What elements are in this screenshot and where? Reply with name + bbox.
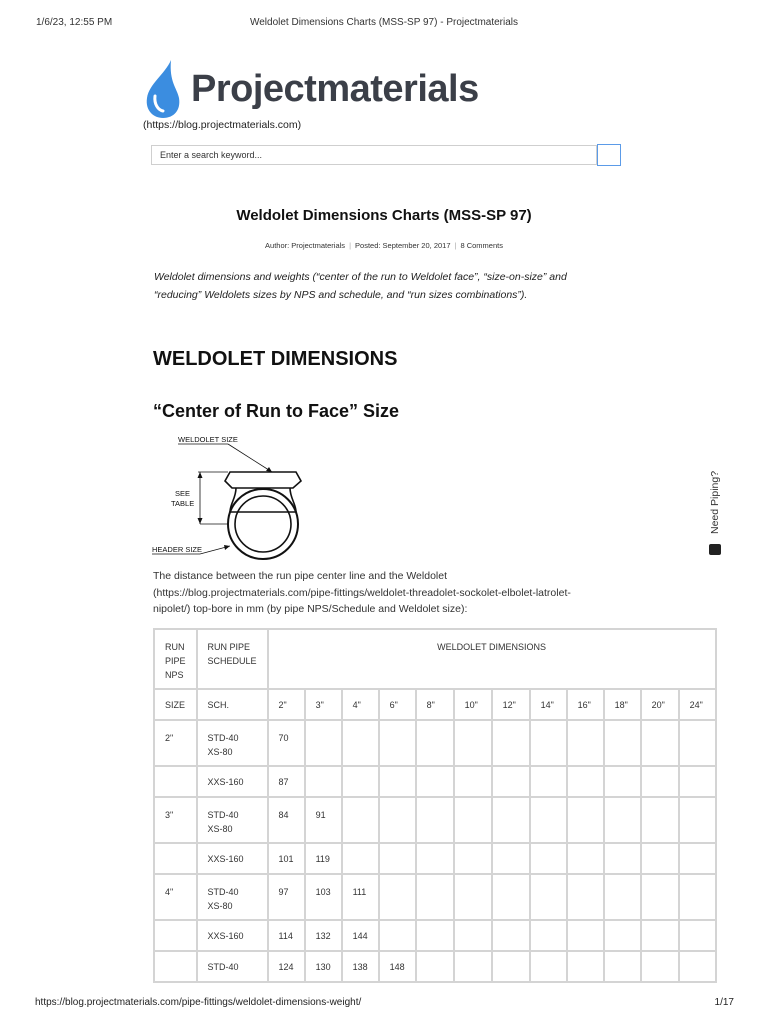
search-input[interactable] bbox=[151, 145, 597, 165]
dimension-cell bbox=[305, 720, 342, 766]
post-date: Posted: September 20, 2017 bbox=[355, 241, 451, 250]
meta-divider: | bbox=[454, 241, 457, 250]
dimension-cell bbox=[641, 797, 679, 843]
dimension-cell bbox=[416, 720, 454, 766]
size-header-cell: 4" bbox=[342, 689, 379, 720]
dimension-cell bbox=[679, 920, 716, 951]
table-row bbox=[154, 766, 716, 797]
dimension-cell: 144 bbox=[342, 920, 379, 951]
weldolet-dimensions-table bbox=[153, 628, 717, 983]
post-comments-link[interactable]: 8 Comments bbox=[460, 241, 503, 250]
dimension-cell bbox=[530, 843, 567, 874]
site-url[interactable]: (https://blog.projectmaterials.com) bbox=[143, 119, 302, 131]
print-date: 1/6/23, 12:55 PM bbox=[36, 17, 113, 28]
header-cell: SIZE bbox=[154, 689, 197, 720]
dimension-cell bbox=[379, 920, 416, 951]
need-piping-label: Need Piping? bbox=[709, 470, 721, 534]
dimension-cell bbox=[679, 720, 716, 766]
dimension-cell bbox=[454, 720, 492, 766]
dimension-cell bbox=[416, 920, 454, 951]
run-size-cell: 3" bbox=[154, 797, 197, 843]
size-header-cell: 14" bbox=[530, 689, 567, 720]
header-cell bbox=[197, 629, 268, 689]
dimension-cell bbox=[604, 843, 641, 874]
need-piping-widget[interactable] bbox=[700, 466, 728, 558]
dimension-cell bbox=[679, 874, 716, 920]
table-row bbox=[154, 720, 716, 766]
dimension-cell bbox=[530, 951, 567, 982]
run-size-cell bbox=[154, 766, 197, 797]
header-cell: SCH. bbox=[197, 689, 268, 720]
header-text: NPS bbox=[165, 670, 184, 680]
dimension-cell: 111 bbox=[342, 874, 379, 920]
print-url: https://blog.projectmaterials.com/pipe-fittings/weldolet-dimensions-weight/ bbox=[35, 997, 362, 1008]
post-author[interactable]: Author: Projectmaterials bbox=[265, 241, 346, 250]
intro-line: Weldolet dimensions and weights (“center of the run to Weldolet face”, “size-on-size” and bbox=[154, 271, 567, 283]
header-text: RUN PIPE bbox=[207, 642, 251, 652]
dimension-cell bbox=[641, 720, 679, 766]
run-size-cell bbox=[154, 843, 197, 874]
header-text: SCHEDULE bbox=[207, 656, 257, 666]
print-page-title: Weldolet Dimensions Charts (MSS-SP 97) - Projectmaterials bbox=[249, 17, 519, 28]
dimension-cell bbox=[679, 843, 716, 874]
desc-link[interactable]: (https://blog.projectmaterials.com/pipe-fittings/weldolet-threadolet-sockolet-elbolet-latrolet- bbox=[153, 586, 571, 599]
size-header-cell: 2" bbox=[268, 689, 305, 720]
dimension-cell bbox=[342, 797, 379, 843]
table-row bbox=[154, 797, 716, 843]
dimension-cell bbox=[604, 874, 641, 920]
dimension-cell bbox=[492, 874, 530, 920]
chat-icon bbox=[709, 544, 721, 555]
dimension-cell: 103 bbox=[305, 874, 342, 920]
section-description bbox=[153, 568, 623, 618]
size-header-cell: 18" bbox=[604, 689, 641, 720]
dimension-cell bbox=[530, 797, 567, 843]
dimension-cell: 130 bbox=[305, 951, 342, 982]
dimension-cell: 148 bbox=[379, 951, 416, 982]
dimension-cell bbox=[454, 766, 492, 797]
dimension-cell bbox=[379, 720, 416, 766]
dimension-cell: 114 bbox=[268, 920, 305, 951]
dimension-cell bbox=[530, 720, 567, 766]
table-row bbox=[154, 920, 716, 951]
header-text: RUN bbox=[165, 642, 185, 652]
dimension-cell: 84 bbox=[268, 797, 305, 843]
dimension-cell bbox=[492, 920, 530, 951]
dimension-cell bbox=[604, 797, 641, 843]
schedule-text: XXS-160 bbox=[207, 776, 244, 787]
schedule-text: XS-80 bbox=[207, 747, 233, 757]
section-subheading: “Center of Run to Face” Size bbox=[153, 401, 400, 421]
dimension-cell bbox=[641, 874, 679, 920]
dimension-cell bbox=[342, 766, 379, 797]
dimension-cell: 87 bbox=[268, 766, 305, 797]
table-row bbox=[154, 951, 716, 982]
site-logo[interactable] bbox=[141, 58, 481, 120]
schedule-cell bbox=[197, 797, 268, 843]
size-header-cell: 16" bbox=[567, 689, 604, 720]
schedule-text: STD-40 bbox=[207, 733, 239, 743]
desc-line: nipolet/) top-bore in mm (by pipe NPS/Schedule and Weldolet size): bbox=[153, 603, 468, 615]
search-button[interactable] bbox=[597, 144, 621, 166]
dimension-cell bbox=[567, 874, 604, 920]
table-subheader-row bbox=[154, 689, 716, 720]
size-header-cell: 8" bbox=[416, 689, 454, 720]
dimension-cell bbox=[454, 843, 492, 874]
dimension-cell bbox=[679, 766, 716, 797]
schedule-text: XS-80 bbox=[207, 824, 233, 834]
print-header bbox=[0, 17, 768, 31]
dimension-cell bbox=[567, 797, 604, 843]
section-heading: WELDOLET DIMENSIONS bbox=[153, 348, 398, 370]
dimension-cell bbox=[679, 951, 716, 982]
dimension-cell bbox=[416, 951, 454, 982]
schedule-cell bbox=[197, 720, 268, 766]
dimension-cell bbox=[416, 843, 454, 874]
dimension-cell bbox=[530, 766, 567, 797]
dimension-cell bbox=[454, 920, 492, 951]
run-size-cell bbox=[154, 951, 197, 982]
header-text: PIPE bbox=[165, 656, 186, 666]
dimension-cell bbox=[530, 920, 567, 951]
dimension-cell: 97 bbox=[268, 874, 305, 920]
diagram-label-header-size: HEADER SIZE bbox=[152, 545, 203, 554]
dimension-cell bbox=[530, 874, 567, 920]
dimension-cell bbox=[379, 874, 416, 920]
dimension-cell bbox=[679, 797, 716, 843]
schedule-cell bbox=[197, 766, 268, 797]
dimension-cell: 91 bbox=[305, 797, 342, 843]
schedule-cell bbox=[197, 920, 268, 951]
dimension-cell bbox=[492, 951, 530, 982]
dimension-cell bbox=[641, 951, 679, 982]
dimension-cell: 70 bbox=[268, 720, 305, 766]
dimension-cell bbox=[454, 951, 492, 982]
post-meta bbox=[0, 241, 768, 250]
post-title: Weldolet Dimensions Charts (MSS-SP 97) bbox=[236, 207, 532, 224]
weldolet-diagram bbox=[150, 430, 315, 562]
diagram-label-weldolet-size: WELDOLET SIZE bbox=[178, 435, 238, 444]
dimension-cell bbox=[454, 874, 492, 920]
run-size-cell: 4" bbox=[154, 874, 197, 920]
schedule-cell bbox=[197, 874, 268, 920]
dimension-cell bbox=[567, 920, 604, 951]
run-size-cell bbox=[154, 920, 197, 951]
dimension-cell bbox=[305, 766, 342, 797]
dimension-cell bbox=[379, 843, 416, 874]
dimension-cell bbox=[604, 920, 641, 951]
table-header-row bbox=[154, 629, 716, 689]
table-row bbox=[154, 843, 716, 874]
schedule-text: XXS-160 bbox=[207, 930, 244, 941]
dimension-cell bbox=[492, 797, 530, 843]
dimension-cell bbox=[416, 766, 454, 797]
dimension-cell bbox=[492, 766, 530, 797]
dimension-cell bbox=[492, 843, 530, 874]
dimension-cell bbox=[641, 920, 679, 951]
schedule-text: XXS-160 bbox=[207, 853, 244, 864]
dimension-cell bbox=[567, 766, 604, 797]
dimension-cell bbox=[379, 766, 416, 797]
run-size-cell: 2" bbox=[154, 720, 197, 766]
dimension-cell bbox=[604, 951, 641, 982]
schedule-cell bbox=[197, 843, 268, 874]
dimension-cell: 124 bbox=[268, 951, 305, 982]
diagram-label-see: SEE bbox=[175, 489, 191, 498]
schedule-text: XS-80 bbox=[207, 901, 233, 911]
dimension-cell bbox=[416, 797, 454, 843]
header-cell: WELDOLET DIMENSIONS bbox=[268, 629, 716, 689]
size-header-cell: 12" bbox=[492, 689, 530, 720]
dimension-cell bbox=[416, 874, 454, 920]
desc-line: The distance between the run pipe center line and the Weldolet bbox=[153, 570, 447, 582]
site-logo-text: Projectmaterials bbox=[191, 68, 479, 110]
size-header-cell: 10" bbox=[454, 689, 492, 720]
dimension-cell bbox=[567, 951, 604, 982]
print-page-number: 1/17 bbox=[714, 997, 734, 1008]
dimension-cell bbox=[604, 766, 641, 797]
dimension-cell bbox=[342, 843, 379, 874]
diagram-label-table: TABLE bbox=[171, 499, 195, 508]
dimension-cell: 119 bbox=[305, 843, 342, 874]
header-cell bbox=[154, 629, 197, 689]
dimension-cell bbox=[567, 843, 604, 874]
water-drop-icon bbox=[141, 58, 185, 118]
schedule-text: STD-40 bbox=[207, 887, 239, 897]
dimension-cell: 101 bbox=[268, 843, 305, 874]
schedule-text: STD-40 bbox=[207, 810, 239, 820]
schedule-text: STD-40 bbox=[207, 961, 239, 972]
post-intro bbox=[154, 268, 624, 304]
dimension-cell bbox=[604, 720, 641, 766]
intro-line: “reducing” Weldolets sizes by NPS and schedule, and “run sizes combinations”). bbox=[154, 289, 528, 301]
size-header-cell: 24" bbox=[679, 689, 716, 720]
dimension-cell bbox=[379, 797, 416, 843]
meta-divider: | bbox=[349, 241, 352, 250]
dimension-cell bbox=[492, 720, 530, 766]
dimension-cell bbox=[641, 843, 679, 874]
schedule-cell bbox=[197, 951, 268, 982]
table-row bbox=[154, 874, 716, 920]
dimension-cell bbox=[342, 720, 379, 766]
dimension-cell bbox=[454, 797, 492, 843]
size-header-cell: 3" bbox=[305, 689, 342, 720]
dimension-cell bbox=[567, 720, 604, 766]
dimension-cell bbox=[641, 766, 679, 797]
size-header-cell: 6" bbox=[379, 689, 416, 720]
size-header-cell: 20" bbox=[641, 689, 679, 720]
dimension-cell: 132 bbox=[305, 920, 342, 951]
dimension-cell: 138 bbox=[342, 951, 379, 982]
print-footer bbox=[0, 997, 768, 1011]
